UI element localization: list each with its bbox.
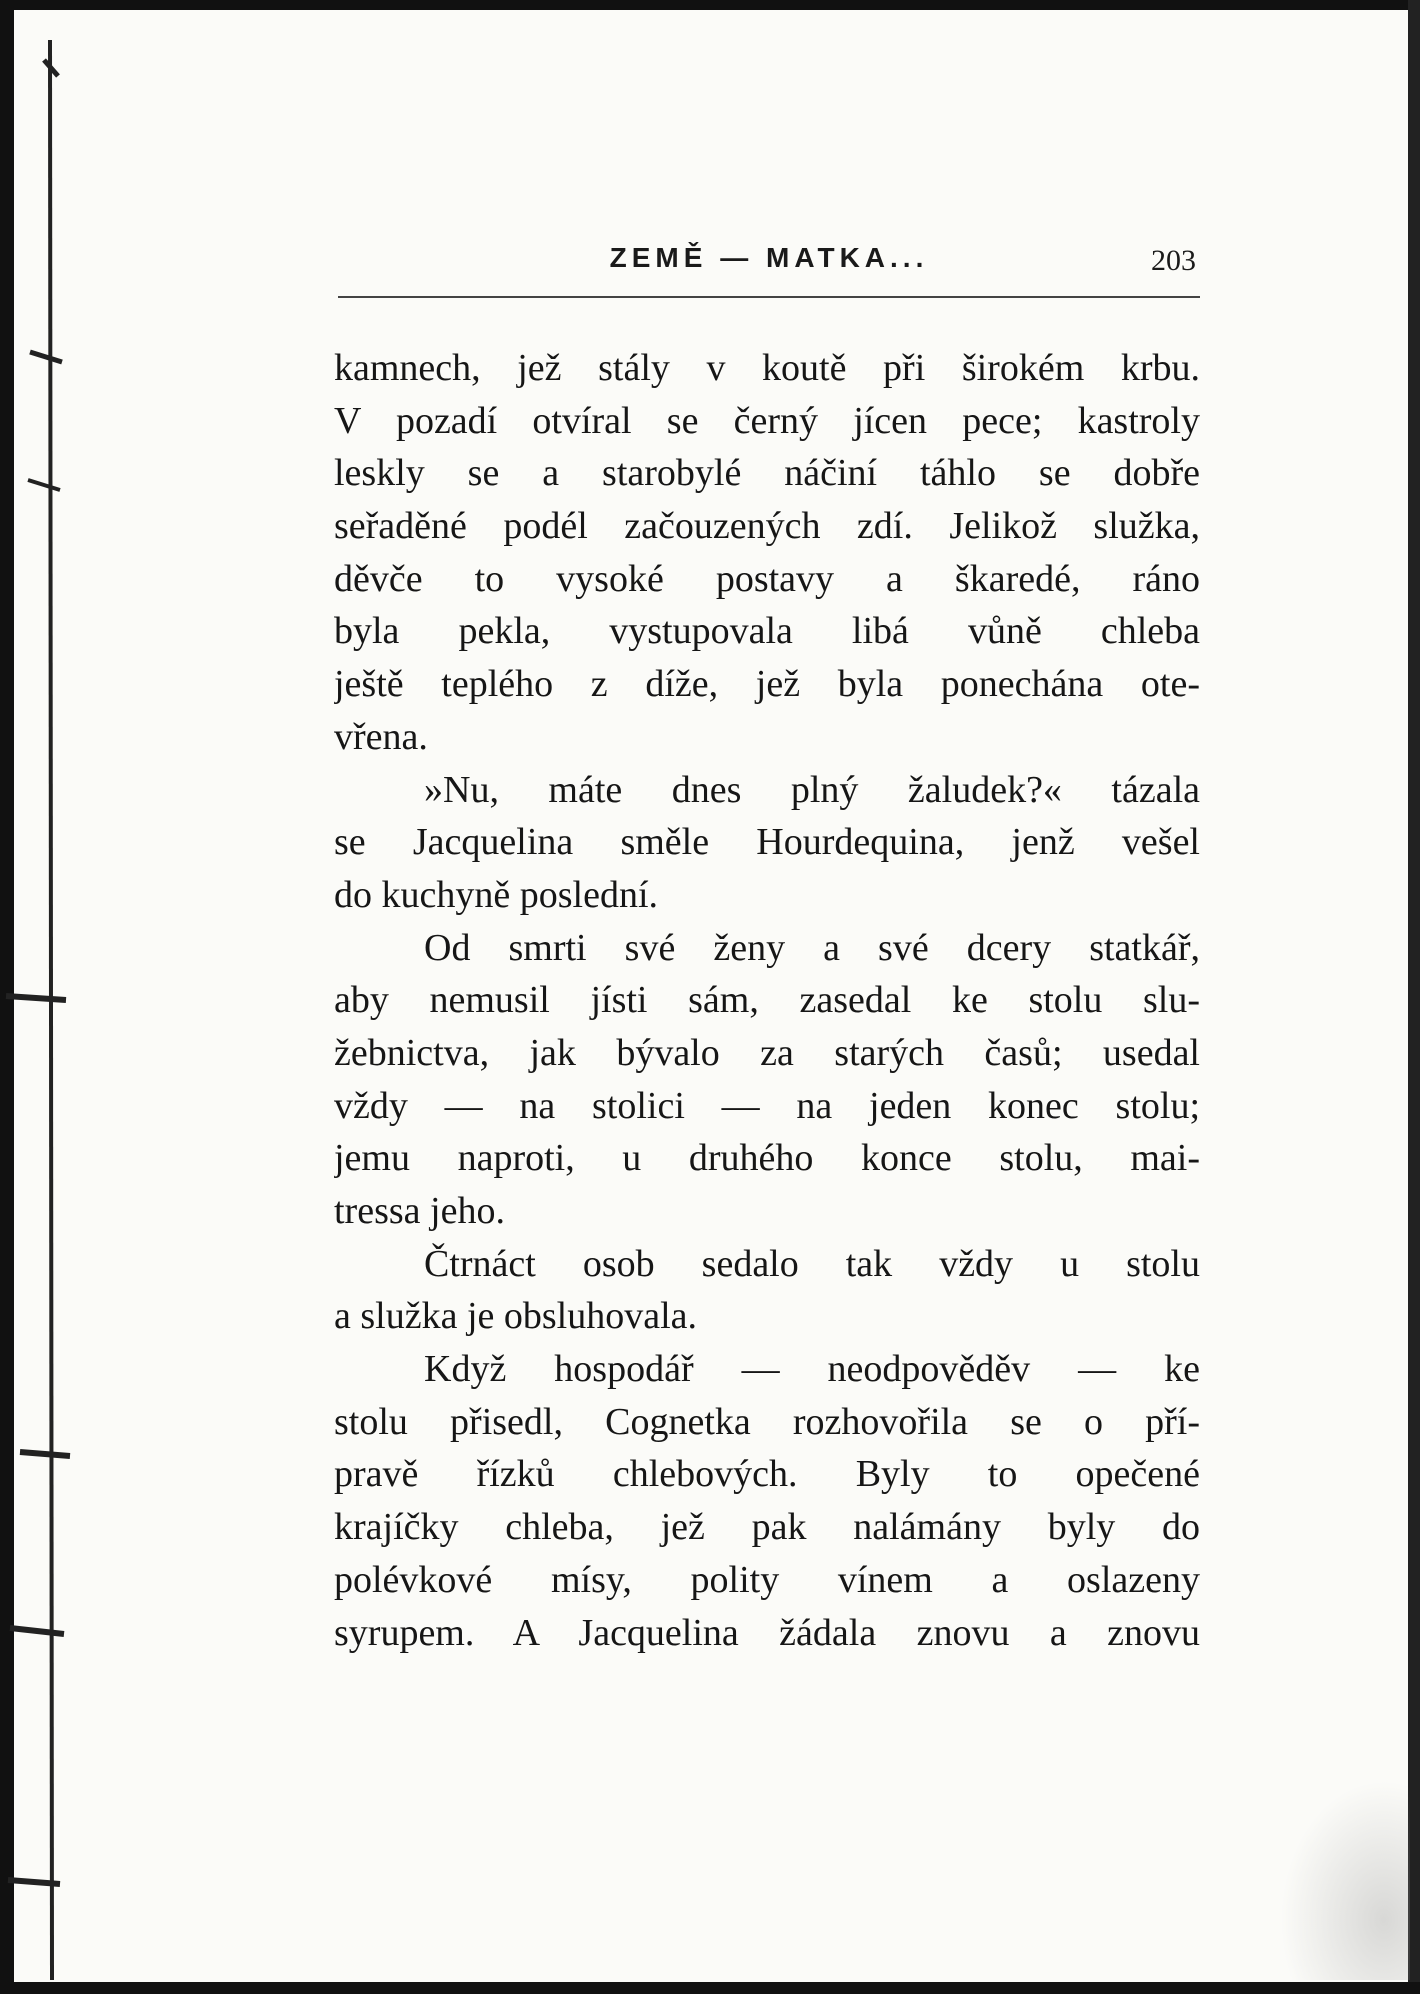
- header-rule: [338, 296, 1200, 298]
- text-line: Od smrti své ženy a své dcery statkář,: [424, 926, 1200, 969]
- text-line: do kuchyně poslední.: [334, 873, 659, 916]
- scan-border-bottom: [0, 1982, 1420, 1994]
- text-line: »Nu, máte dnes plný žaludek?« tázala: [424, 768, 1200, 811]
- text-line: stolu přisedl, Cognetka rozhovořila se o pří-: [334, 1400, 1200, 1443]
- text-line: aby nemusil jísti sám, zasedal ke stolu slu-: [334, 979, 1200, 1022]
- running-title: ZEMĚ — MATKA...: [609, 242, 929, 273]
- text-line: Když hospodář — neodpověděv — ke: [424, 1348, 1200, 1391]
- text-line: tressa jeho.: [334, 1190, 505, 1232]
- text-line: pravě řízků chlebových. Byly to opečené: [334, 1453, 1200, 1496]
- body-text: [334, 342, 1200, 1659]
- text-line: Čtrnáct osob sedalo tak vždy u stolu: [424, 1242, 1200, 1285]
- text-line: syrupem. A Jacquelina žádala znovu a znovu: [334, 1611, 1200, 1654]
- paragraph: [334, 1238, 1200, 1343]
- scan-border-right: [1408, 0, 1420, 1994]
- text-line: vřena.: [334, 715, 428, 758]
- text-line: leskly se a starobylé náčiní táhlo se dobře: [334, 452, 1200, 495]
- paragraph: [334, 922, 1200, 1238]
- text-line: se Jacquelina směle Hourdequina, jenž vešel: [334, 821, 1200, 864]
- text-line: kamnech, jež stály v koutě při širokém krbu.: [334, 347, 1200, 389]
- text-line: krajíčky chleba, jež pak nalámány byly do: [334, 1506, 1200, 1549]
- paragraph: [334, 764, 1200, 922]
- text-line: žebnictva, jak bývalo za starých časů; usedal: [334, 1031, 1200, 1074]
- page-header: [338, 236, 1200, 296]
- scan-border-top: [0, 0, 1420, 10]
- text-line: V pozadí otvíral se černý jícen pece; kastroly: [334, 399, 1200, 442]
- text-line: a služka je obsluhovala.: [334, 1295, 698, 1338]
- text-line: ještě teplého z díže, jež byla ponechána ote-: [334, 663, 1200, 706]
- text-line: jemu naproti, u druhého konce stolu, mai-: [334, 1137, 1200, 1180]
- text-line: seřaděné podél začouzených zdí. Jelikož služka,: [334, 505, 1200, 548]
- text-line: vždy — na stolici — na jeden konec stolu;: [334, 1084, 1200, 1127]
- text-line: byla pekla, vystupovala libá vůně chleba: [334, 610, 1200, 653]
- text-line: děvče to vysoké postavy a škaredé, ráno: [334, 557, 1200, 600]
- binding-thread-marks: [0, 0, 80, 1994]
- page-number: 203: [1151, 244, 1196, 277]
- paragraph: [334, 342, 1200, 764]
- paragraph: [334, 1343, 1200, 1659]
- text-line: polévkové mísy, polity vínem a oslazeny: [334, 1558, 1200, 1601]
- paper-smudge: [1280, 1780, 1410, 1980]
